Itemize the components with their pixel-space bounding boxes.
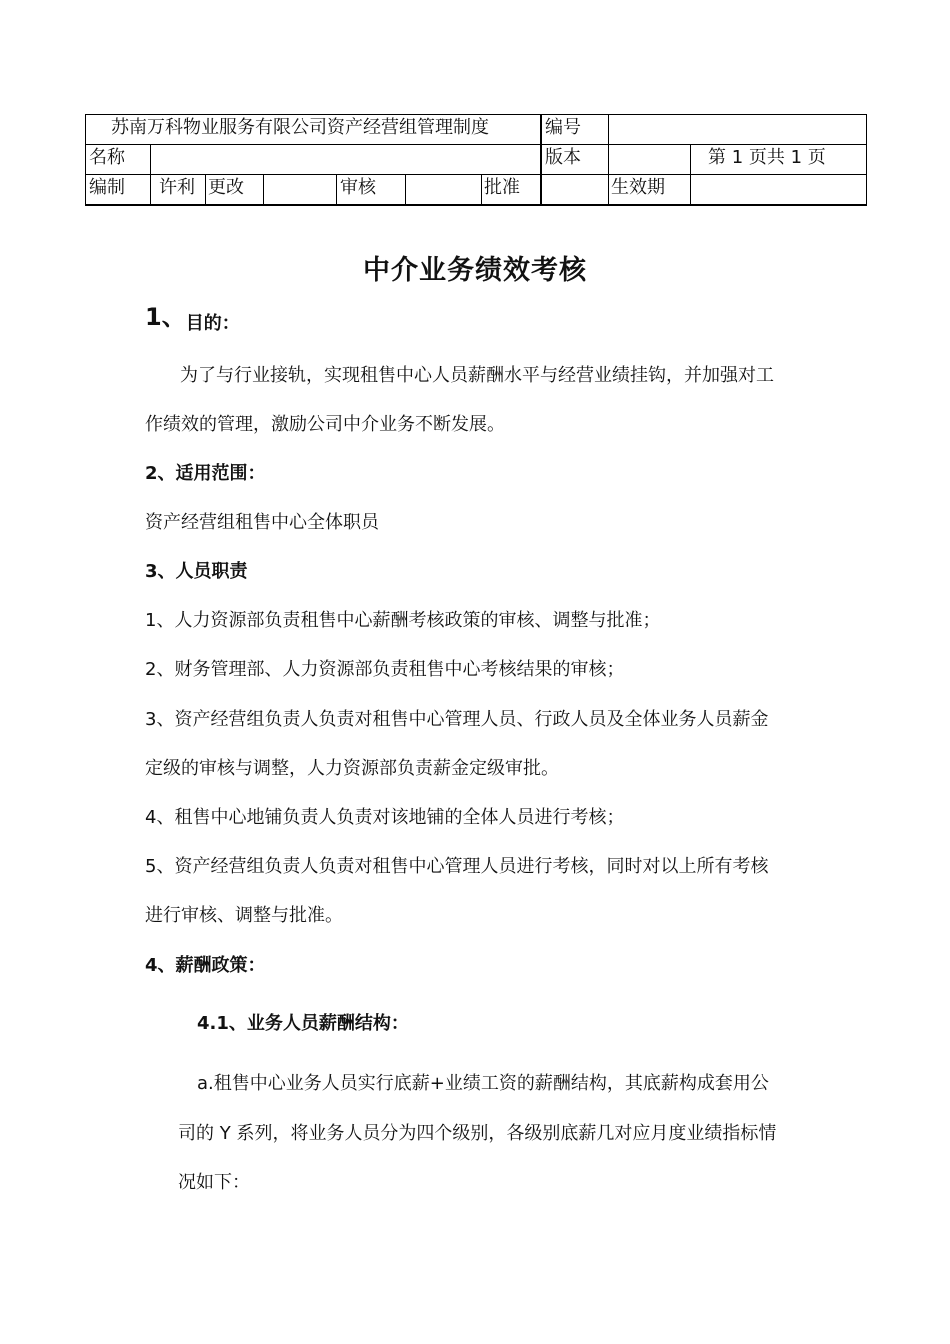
section-1-line-2: 作绩效的管理，激励公司中介业务不断发展。 (145, 414, 505, 435)
col-divider (608, 114, 609, 206)
col-divider (405, 174, 406, 206)
number-label: 编号 (545, 117, 581, 138)
version-label: 版本 (545, 147, 581, 168)
duty-item: 3、资产经营组负责人负责对租售中心管理人员、行政人员及全体业务人员薪金 (145, 709, 769, 730)
change-label: 更改 (208, 177, 244, 198)
document-title: 中介业务绩效考核 (363, 255, 587, 286)
section-4-1-heading: 4.1、业务人员薪酬结构： (197, 1013, 409, 1034)
duty-item: 2、财务管理部、人力资源部负责租售中心考核结果的审核； (145, 659, 625, 680)
approve-label: 批准 (484, 177, 520, 198)
review-label: 审核 (340, 177, 376, 198)
name-label: 名称 (89, 147, 125, 168)
section-2-heading: 2、适用范围： (145, 463, 266, 484)
col-divider (481, 174, 482, 206)
effective-label: 生效期 (611, 177, 665, 198)
section-3-heading: 3、人员职责 (145, 561, 248, 582)
duty-item: 5、资产经营组负责人负责对租售中心管理人员进行考核，同时对以上所有考核 (145, 856, 769, 877)
col-divider (205, 174, 206, 206)
duty-item: 1、人力资源部负责租售中心薪酬考核政策的审核、调整与批准； (145, 610, 661, 631)
col-divider (263, 174, 264, 206)
section-1-number: 1、 (145, 303, 186, 331)
section-2-text: 资产经营组租售中心全体职员 (145, 512, 379, 533)
col-divider (150, 144, 151, 206)
duty-item: 定级的审核与调整，人力资源部负责薪金定级审批。 (145, 758, 559, 779)
prepared-label: 编制 (89, 177, 125, 198)
section-1-heading (145, 303, 240, 334)
col-divider (336, 174, 337, 206)
prepared-by: 许利 (159, 177, 195, 198)
row-divider (85, 174, 867, 175)
section-4-1-line-1: a.租售中心业务人员实行底薪+业绩工资的薪酬结构，其底薪构成套用公 (197, 1073, 769, 1094)
duty-item: 进行审核、调整与批准。 (145, 905, 343, 926)
col-divider (540, 114, 542, 206)
duty-item: 4、租售中心地铺负责人负责对该地铺的全体人员进行考核； (145, 807, 625, 828)
regulation-title: 苏南万科物业服务有限公司资产经营组管理制度 (111, 117, 489, 138)
section-1-title: 目的： (185, 313, 240, 334)
section-4-heading: 4、薪酬政策： (145, 955, 266, 976)
page-info: 第 1 页共 1 页 (708, 147, 826, 168)
section-1-line-1: 为了与行业接轨，实现租售中心人员薪酬水平与经营业绩挂钩，并加强对工 (180, 365, 774, 386)
header-table (85, 114, 867, 206)
section-4-1-line-2: 司的 Y 系列，将业务人员分为四个级别，各级别底薪几对应月度业绩指标情 (178, 1123, 777, 1144)
section-4-1-line-3: 况如下： (178, 1172, 250, 1193)
col-divider (690, 144, 691, 206)
